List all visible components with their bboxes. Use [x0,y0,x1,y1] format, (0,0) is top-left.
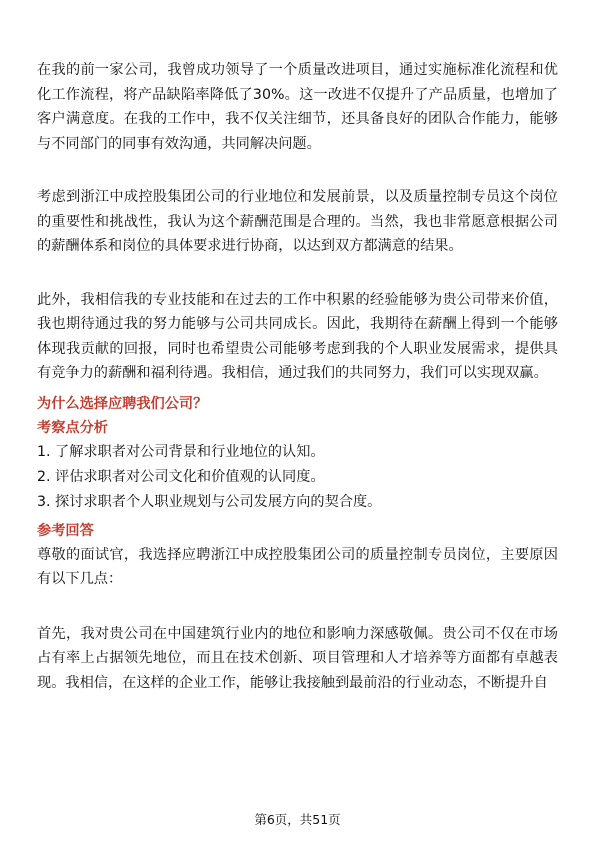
body-paragraph: 此外，我相信我的专业技能和在过去的工作中积累的经验能够为贵公司带来价值，我也期待通过我的努力能够与公司共同成长。因此，我期待在薪酬上得到一个能够体现我贡献的回报，同时也希望贵公司能够考虑到我的个人职业发展需求，提供具有竞争力的薪酬和福利待遇。我相信，通过我们的共同努力，我们可以实现双赢。 [37,291,558,381]
analysis-list [37,440,558,515]
answer-paragraph: 尊敬的面试官，我选择应聘浙江中成控股集团公司的质量控制专员岗位，主要原因有以下几点： [37,546,558,587]
page-content [37,58,558,695]
list-item: 3. 探讨求职者个人职业规划与公司发展方向的契合度。 [37,493,382,510]
analysis-heading: 考察点分析 [37,419,108,436]
list-item: 1. 了解求职者对公司背景和行业地位的认知。 [37,443,325,460]
body-paragraph: 考虑到浙江中成控股集团公司的行业地位和发展前景，以及质量控制专员这个岗位的重要性和挑战性，我认为这个薪酬范围是合理的。当然，我也非常愿意根据公司的薪酬体系和岗位的具体要求进行协商，以达到双方都满意的结果。 [37,189,558,254]
question-title: 为什么选择应聘我们公司？ [37,395,208,412]
answer-heading: 参考回答 [37,522,94,539]
body-paragraph: 在我的前一家公司，我曾成功领导了一个质量改进项目，通过实施标准化流程和优化工作流程，将产品缺陷率降低了30%。这一改进不仅提升了产品质量，也增加了客户满意度。在我的工作中，我不仅关注细节，还具备良好的团队合作能力，能够与不同部门的同事有效沟通，共同解决问题。 [37,62,558,152]
list-item: 2. 评估求职者对公司文化和价值观的认同度。 [37,468,325,485]
answer-paragraph: 首先，我对贵公司在中国建筑行业内的地位和影响力深感敬佩。贵公司不仅在市场占有率上占据领先地位，而且在技术创新、项目管理和人才培养等方面都有卓越表现。我相信，在这样的企业工作，能够让我接触到最前沿的行业动态，不断提升自 [37,625,558,691]
page-number: 第6页，共51页 [254,812,341,827]
